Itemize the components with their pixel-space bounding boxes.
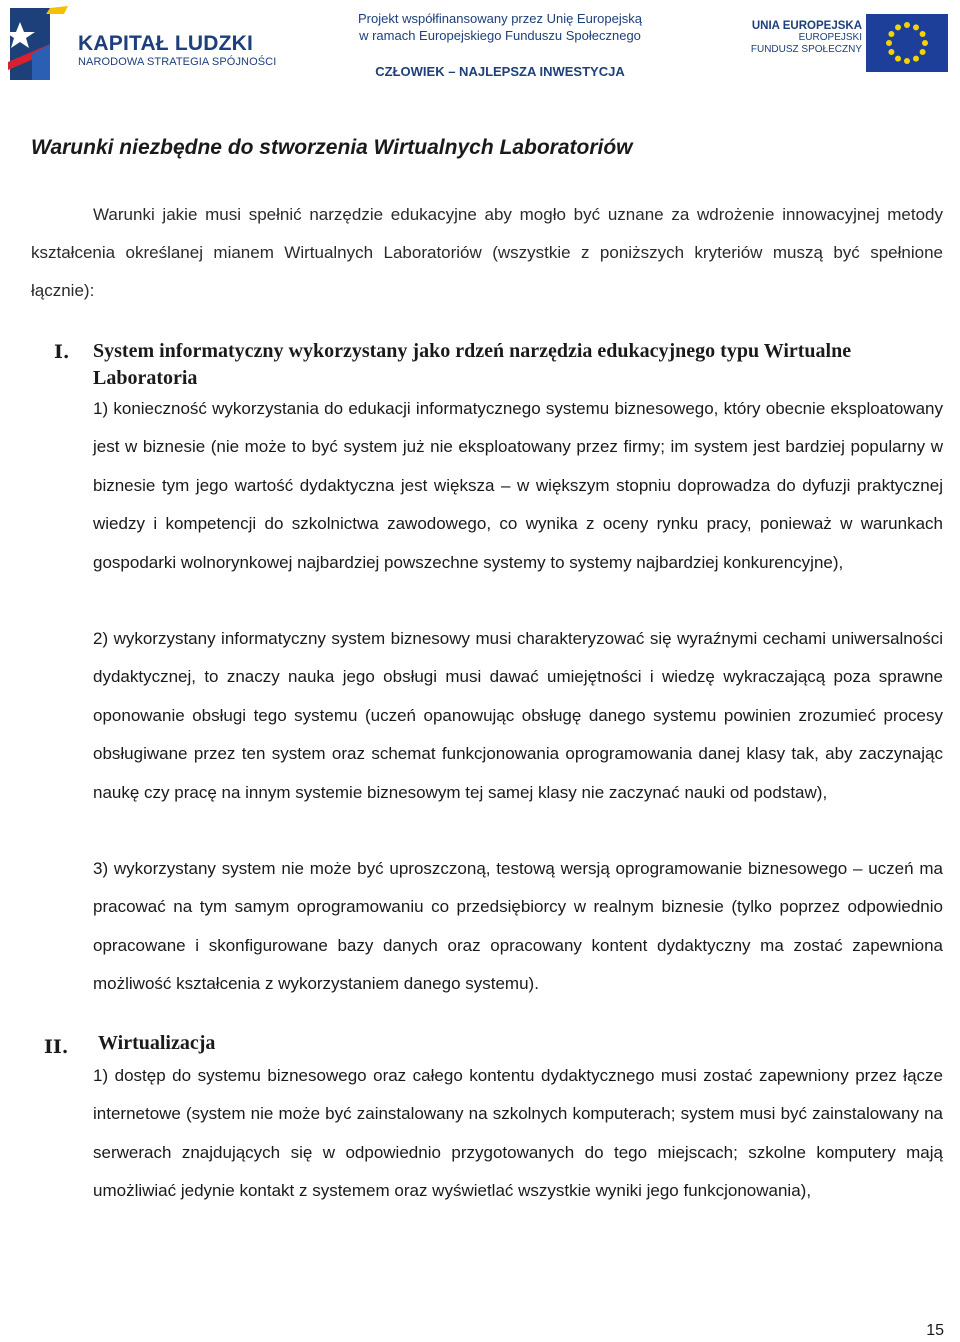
page-header xyxy=(0,0,960,86)
kapital-ludzki-emblem-icon xyxy=(6,4,72,82)
eu-line-2: EUROPEJSKI xyxy=(798,32,862,43)
section-1-numeral: I. xyxy=(54,341,70,363)
section-2-heading: Wirtualizacja xyxy=(98,1032,216,1054)
kapital-ludzki-subtitle: NARODOWA STRATEGIA SPÓJNOŚCI xyxy=(78,56,277,68)
section-2-item-1: 1) dostęp do systemu biznesowego oraz całego kontentu dydaktycznego musi zostać zapewniony przez łącze internetowe (system nie może być zainstalowany na szkolnych komputerach; system musi być zainstalowany na serwerach znajdujących się w odpowiednio przygotowanych do tego miejscach; szkolne komputery mają umożliwiać jedynie kontakt z systemem oraz wyświetlać wszystkie wyniki jego funkcjonowania), xyxy=(93,1066,943,1201)
project-line-1: Projekt współfinansowany przez Unię Europejską xyxy=(358,11,642,26)
page-number: 15 xyxy=(926,1322,944,1339)
intro-paragraph: Warunki jakie musi spełnić narzędzie edukacyjne aby mogło być uznane za wdrożenie innowacyjnej metody kształcenia określanej mianem Wirtualnych Laboratoriów (wszystkie z poniższych kryteriów muszą być spełnione łącznie): xyxy=(31,205,943,300)
project-info xyxy=(330,10,670,80)
eu-logo xyxy=(750,14,950,74)
eu-logo-text xyxy=(751,20,862,56)
section-1-item-3: 3) wykorzystany system nie może być uproszczoną, testową wersją oprogramowanie biznesowego – uczeń ma pracować na tym samym oprogramowaniu co przedsiębiorcy w realnym biznesie (tylko poprzez odpowiednio opracowane i skonfigurowane bazy danych oraz opracowany kontent dydaktyczny ma zostać zapewniona możliwość kształcenia z wykorzystaniem danego systemu). xyxy=(93,859,943,994)
project-line-2: w ramach Europejskiego Funduszu Społecznego xyxy=(359,28,641,43)
project-motto: CZŁOWIEK – NAJLEPSZA INWESTYCJA xyxy=(375,64,625,79)
eu-line-1: UNIA EUROPEJSKA xyxy=(751,20,862,32)
document-title: Warunki niezbędne do stworzenia Wirtualnych Laboratoriów xyxy=(31,136,633,159)
section-1-heading: System informatyczny wykorzystany jako rdzeń narzędzia edukacyjnego typu Wirtualne Laboratoria xyxy=(93,340,852,389)
kapital-ludzki-title: KAPITAŁ LUDZKI xyxy=(78,32,254,55)
eu-flag-icon xyxy=(866,14,948,72)
kapital-ludzki-logo xyxy=(6,4,277,82)
section-1-item-1: 1) konieczność wykorzystania do edukacji informatycznego systemu biznesowego, który obecnie eksploatowany jest w biznesie (nie może to być system już nie eksploatowany przez firmy; im system jest bardziej popularny w biznesie tym jego wartość dydaktyczna jest większa – w większym stopniu doprowadza do dyfuzji praktycznej wiedzy i kompetencji do szkolnictwa zawodowego, co wynika z oceny rynku pracy, ponieważ w warunkach gospodarki wolnorynkowej najbardziej powszechne systemy to systemy najbardziej konkurencyjne), xyxy=(93,399,943,572)
eu-line-3: FUNDUSZ SPOŁECZNY xyxy=(750,44,862,55)
section-2-numeral: II. xyxy=(44,1036,69,1058)
section-1-item-2: 2) wykorzystany informatyczny system biznesowy musi charakteryzować się wyraźnymi cechami uniwersalności dydaktycznej, to znaczy nauka jego obsługi musi dawać umiejętności i wiedzę wykraczającą poza sprawne oponowanie obsługi tego systemu (uczeń opanowując obsługę danego systemu powinien zrozumieć procesy obsługiwane przez ten system oraz schemat funkcjonowania oprogramowania danej klasy tak, aby zaczynając naukę czy pracę na innym systemie biznesowym tej samej klasy nie zaczynać nauki od podstaw), xyxy=(93,629,943,802)
